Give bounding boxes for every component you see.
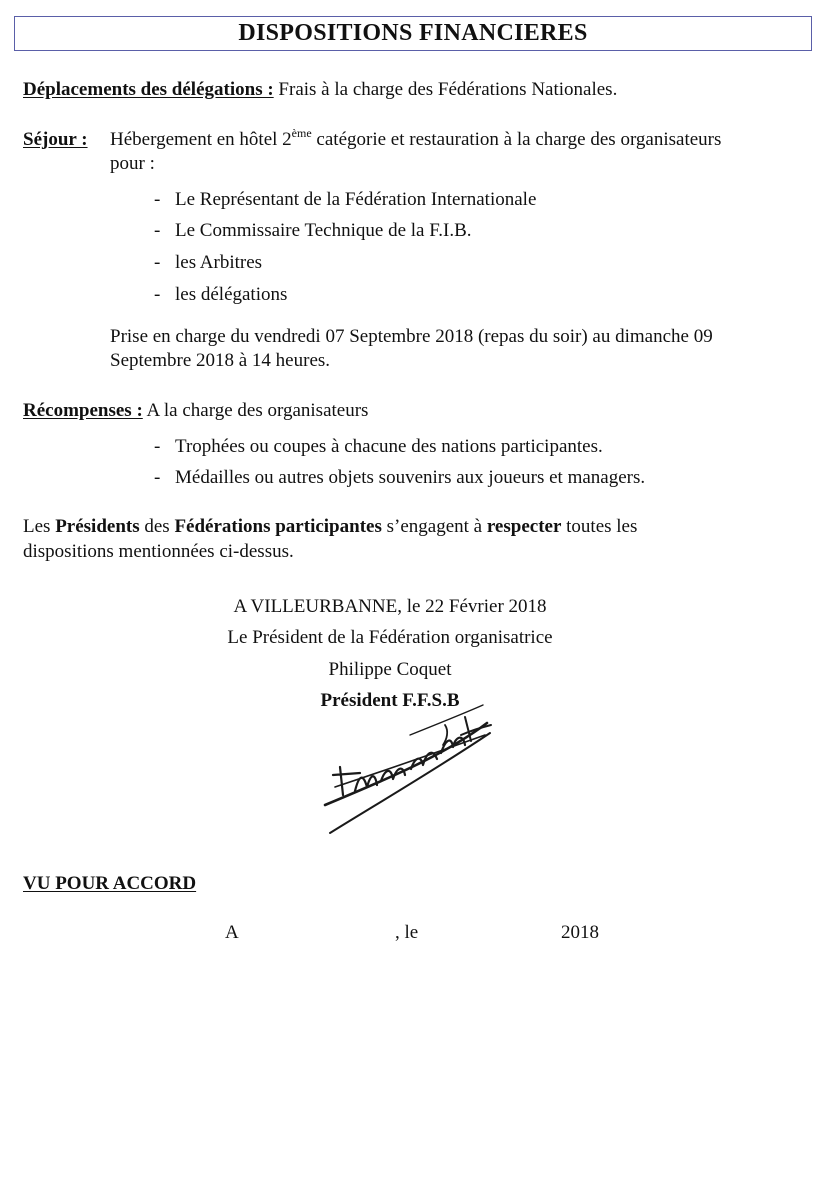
sejour-line1-after: catégorie et restauration à la charge des organisateurs [311, 129, 722, 150]
sejour-prise-line1: Prise en charge du vendredi 07 Septembre 2018 (repas du soir) au dimanche 09 [110, 326, 713, 347]
sejour-label: Séjour : [23, 129, 88, 150]
engagement-text: des [139, 516, 175, 537]
title-box [14, 16, 812, 51]
page-title: DISPOSITIONS FINANCIERES [238, 20, 588, 46]
sejour-label-wrap [23, 129, 88, 151]
recompenses-line [23, 400, 368, 422]
engagement-text: s’engagent à [381, 516, 487, 537]
sejour-item-text: Le Représentant de la Fédération Internationale [175, 189, 537, 210]
recompenses-label: Récompenses : [23, 400, 143, 421]
engagement-line2: dispositions mentionnées ci-dessus. [23, 541, 294, 562]
sign-role: Le Président de la Fédération organisatrice [227, 627, 553, 648]
accord-year: 2018 [561, 922, 599, 943]
sejour-line1-before: Hébergement en hôtel 2 [110, 129, 292, 150]
sign-place-date: A VILLEURBANNE, le 22 Février 2018 [233, 596, 547, 617]
sejour-line1-sup: ème [291, 126, 312, 140]
dash-marker: - [154, 189, 161, 210]
sejour-prise-line2: Septembre 2018 à 14 heures. [110, 350, 331, 371]
sejour-item-text: Le Commissaire Technique de la F.I.B. [175, 220, 472, 241]
deplacements-text: Frais à la charge des Fédérations Nationales. [278, 79, 618, 100]
engagement-line1 [23, 516, 637, 538]
dash-marker: - [154, 284, 161, 305]
sejour-item-text: les Arbitres [175, 252, 263, 273]
recompenses-item-text: Trophées ou coupes à chacune des nations participantes. [175, 436, 603, 457]
handwritten-signature [315, 695, 515, 835]
recompenses-text: A la charge des organisateurs [146, 400, 369, 421]
dash-marker: - [154, 467, 161, 488]
engagement-text: Les [23, 516, 56, 537]
engagement-bold: Présidents [55, 516, 140, 537]
sign-name: Philippe Coquet [328, 659, 452, 680]
vu-pour-accord-label: VU POUR ACCORD [23, 873, 197, 894]
sejour-line1 [110, 126, 722, 151]
dash-marker: - [154, 436, 161, 457]
deplacements-line [23, 79, 617, 101]
deplacements-label: Déplacements des délégations : [23, 79, 274, 100]
sejour-line2: pour : [110, 153, 155, 174]
engagement-text: toutes les [561, 516, 638, 537]
dash-marker: - [154, 252, 161, 273]
accord-le: , le [395, 922, 419, 943]
sejour-item-text: les délégations [175, 284, 288, 305]
dash-marker: - [154, 220, 161, 241]
sign-title: Président F.F.S.B [320, 690, 460, 711]
recompenses-item-text: Médailles ou autres objets souvenirs aux joueurs et managers. [175, 467, 646, 488]
accord-a: A [225, 922, 239, 943]
engagement-bold: Fédérations participantes [174, 516, 382, 537]
engagement-bold: respecter [486, 516, 562, 537]
